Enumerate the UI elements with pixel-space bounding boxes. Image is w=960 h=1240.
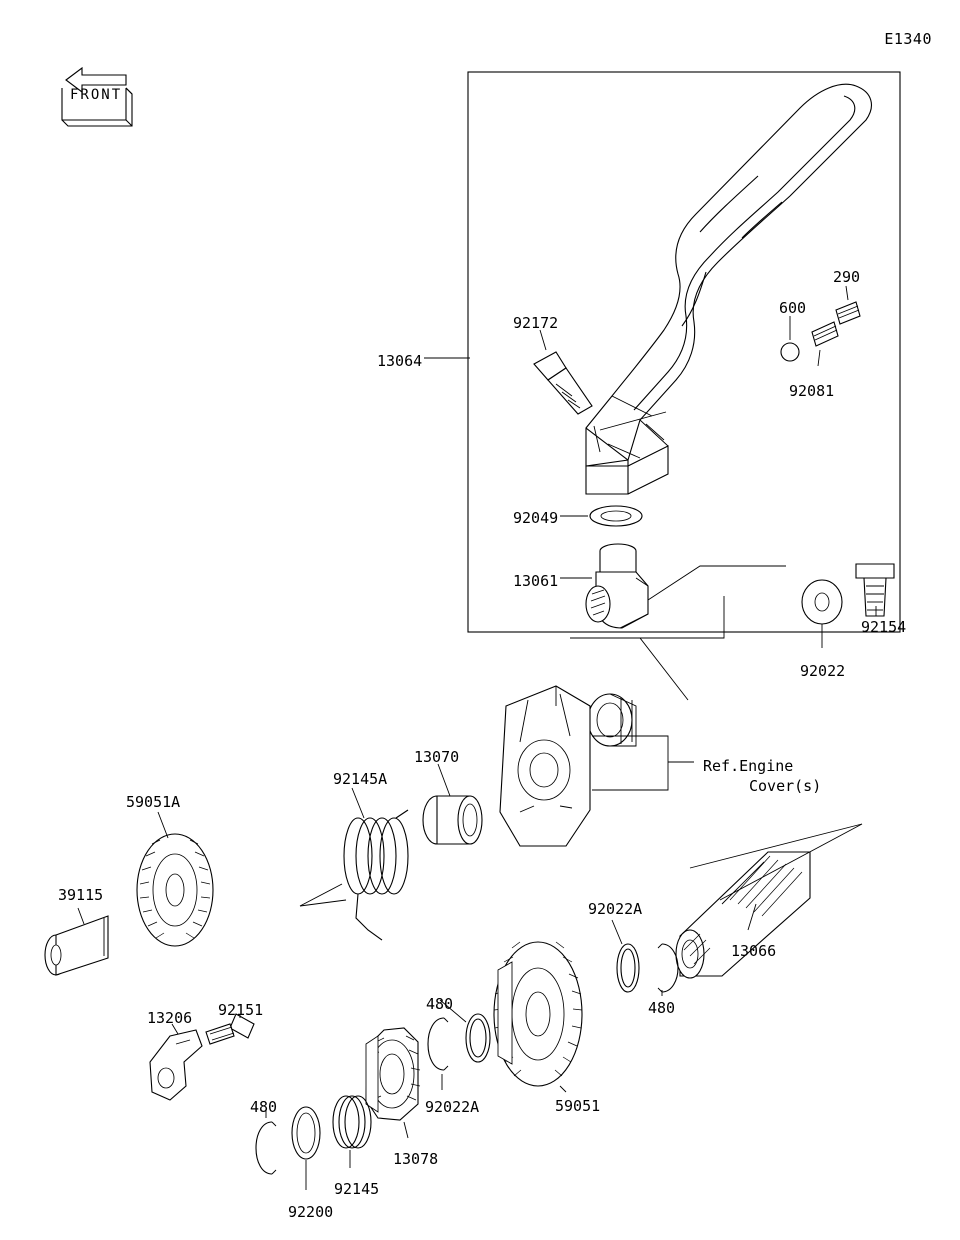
- part-screw-290: [836, 286, 860, 324]
- part-circlip-480-right: [658, 944, 678, 996]
- callout-92049: 92049: [513, 509, 559, 527]
- part-gear-59051A: [137, 812, 213, 946]
- part-washer-92200: [292, 1107, 320, 1190]
- part-spring-92081: [812, 322, 838, 366]
- part-circlip-480-left: [256, 1110, 276, 1174]
- part-lever-13206: [150, 1024, 202, 1100]
- part-guide-13070: [423, 764, 482, 844]
- part-kick-pedal: [586, 84, 871, 494]
- part-circlip-92022A-right: [612, 920, 639, 992]
- callout-39115: 39115: [58, 886, 104, 904]
- callout-59051: 59051: [555, 1097, 601, 1115]
- part-spring-92145A: [300, 788, 408, 940]
- callout-290: 290: [833, 268, 861, 286]
- callout-92200: 92200: [288, 1203, 334, 1221]
- front-badge-label: FRONT: [70, 87, 123, 103]
- callout-92081: 92081: [789, 382, 835, 400]
- callout-13078: 13078: [393, 1150, 439, 1168]
- callout-92022A-mid: 92022A: [425, 1098, 480, 1116]
- part-washer-92022: [802, 580, 842, 648]
- callout-92022A-right: 92022A: [588, 900, 643, 918]
- part-gear-59051: [494, 942, 582, 1092]
- part-bolt-92154: [856, 564, 894, 616]
- callout-480-right: 480: [648, 999, 676, 1017]
- part-holder-13061: [560, 544, 648, 628]
- callout-600: 600: [779, 299, 807, 317]
- part-ball-600: [781, 316, 799, 361]
- ref-engine-cover-note-line1: Ref.Engine: [703, 757, 794, 775]
- callout-13206: 13206: [147, 1009, 193, 1027]
- callout-92151: 92151: [218, 1001, 264, 1019]
- part-ratchet-13078: [366, 1028, 420, 1138]
- callout-13066: 13066: [731, 942, 777, 960]
- callout-92172: 92172: [513, 314, 559, 332]
- callout-92154: 92154: [861, 618, 907, 636]
- part-circlip-92022A-mid: [428, 1018, 448, 1090]
- part-spring-92145: [333, 1096, 371, 1168]
- callout-13070: 13070: [414, 748, 460, 766]
- callout-480-mid: 480: [426, 995, 454, 1013]
- callout-59051A: 59051A: [126, 793, 181, 811]
- part-cover-bracket: [500, 686, 590, 846]
- part-bolt-92172: [534, 330, 592, 414]
- callout-92022: 92022: [800, 662, 846, 680]
- diagram-code: E1340: [884, 30, 932, 48]
- part-bearing-cover: [588, 694, 636, 746]
- callout-92145: 92145: [334, 1180, 380, 1198]
- callout-92145A: 92145A: [333, 770, 388, 788]
- part-pin-39115: [45, 908, 108, 975]
- callout-480-left: 480: [250, 1098, 278, 1116]
- part-seal-92049: [560, 506, 642, 526]
- callout-13064: 13064: [377, 352, 423, 370]
- ref-engine-cover-note-line2: Cover(s): [749, 777, 822, 795]
- callout-13061: 13061: [513, 572, 559, 590]
